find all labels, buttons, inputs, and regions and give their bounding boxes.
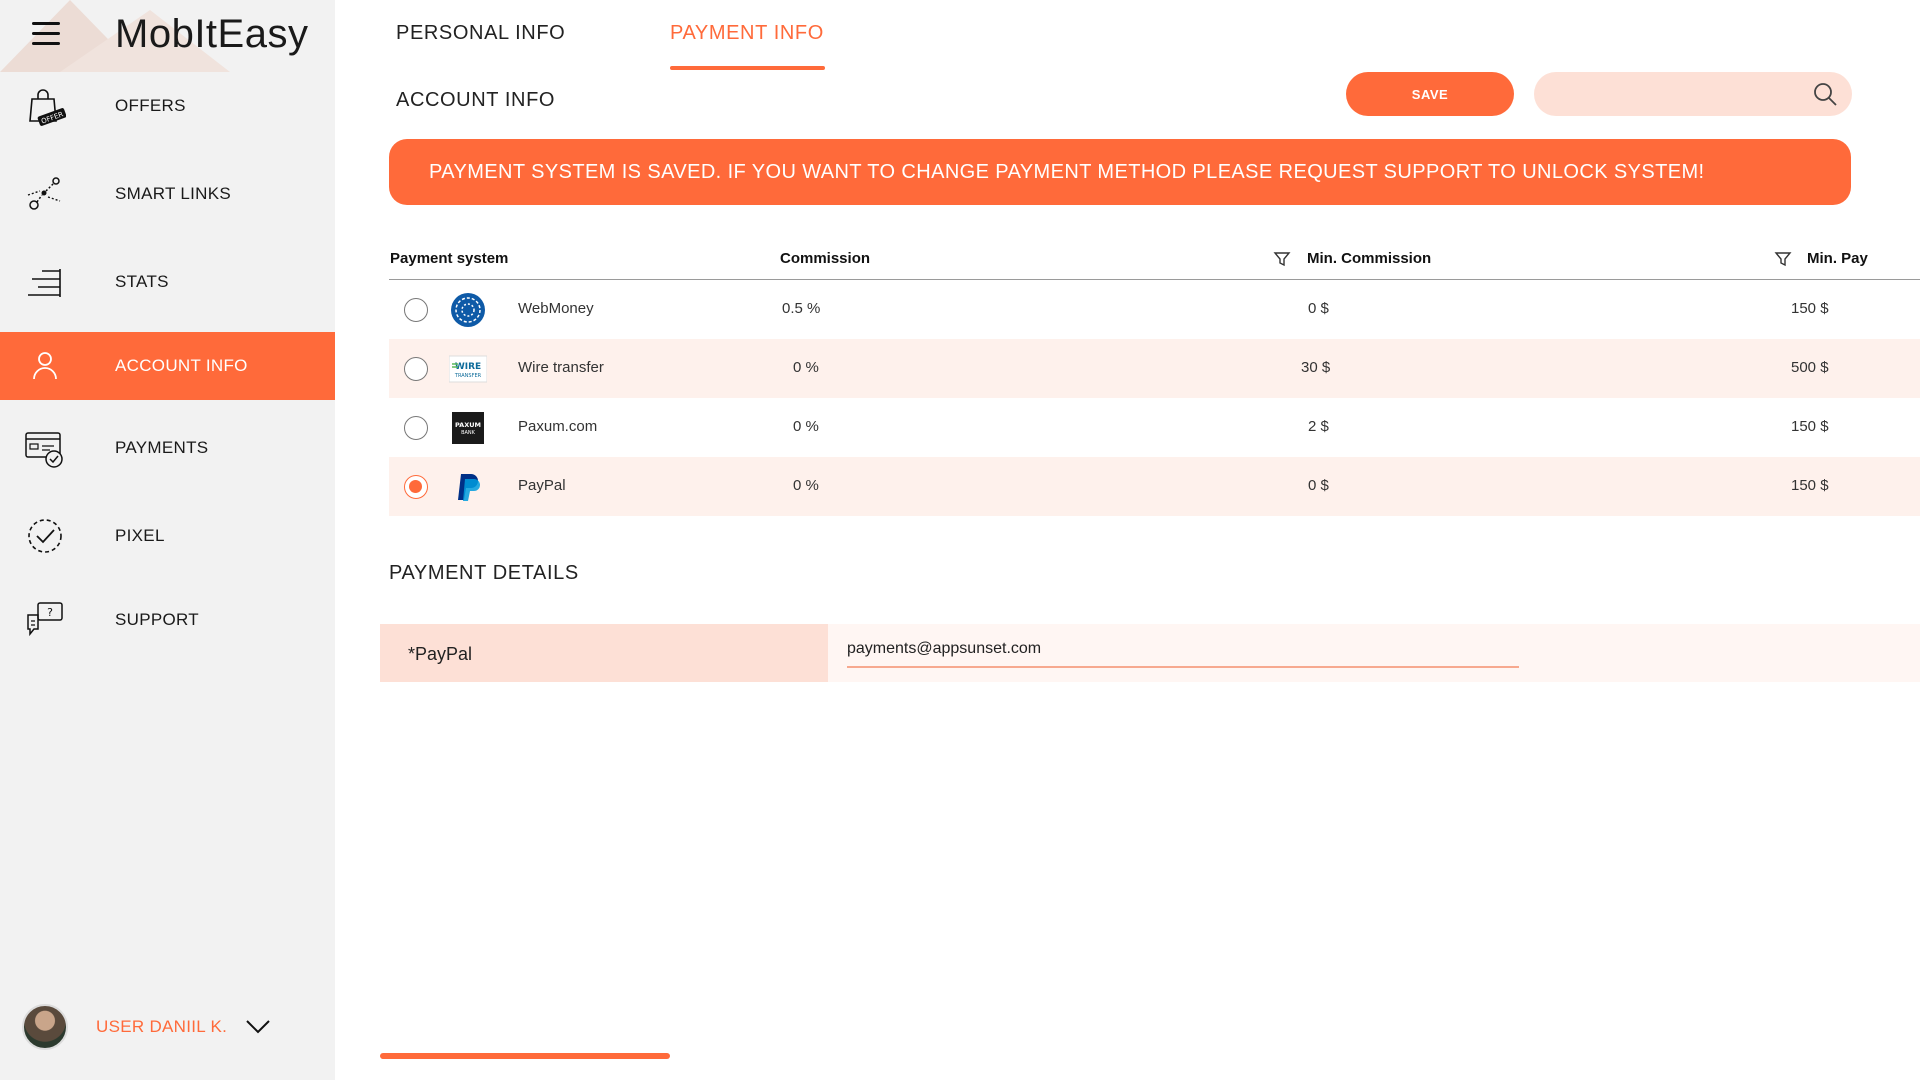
select-radio[interactable] bbox=[404, 357, 428, 381]
table-row[interactable] bbox=[389, 457, 1920, 516]
alert-text: PAYMENT SYSTEM IS SAVED. IF YOU WANT TO CHANGE PAYMENT METHOD PLEASE REQUEST SUPPORT TO UNLOCK SYSTEM! bbox=[429, 160, 1705, 183]
scroll-indicator bbox=[380, 1053, 670, 1059]
payment-system-name: Paxum.com bbox=[518, 418, 598, 435]
paypal-email-field[interactable] bbox=[847, 632, 1519, 668]
commission-value: 0 % bbox=[793, 477, 819, 494]
payment-details-label-cell bbox=[380, 624, 828, 682]
tab-personal-info[interactable]: PERSONAL INFO bbox=[396, 22, 566, 44]
sidebar-item-smart-links[interactable] bbox=[0, 160, 335, 228]
payment-details-label: *PayPal bbox=[408, 644, 473, 664]
table-header bbox=[389, 240, 1920, 280]
user-icon bbox=[24, 345, 66, 387]
svg-text:BANK: BANK bbox=[461, 430, 475, 436]
chevron-down-icon[interactable] bbox=[245, 1019, 271, 1035]
sidebar-item-stats[interactable] bbox=[0, 248, 335, 316]
user-menu[interactable] bbox=[22, 1004, 312, 1050]
table-row[interactable] bbox=[389, 398, 1920, 457]
filter-icon[interactable] bbox=[1774, 250, 1792, 268]
select-radio[interactable] bbox=[404, 416, 428, 440]
commission-value: 0 % bbox=[793, 359, 819, 376]
paxum-logo bbox=[449, 409, 487, 447]
sidebar-item-pixel[interactable] bbox=[0, 502, 335, 570]
sidebar-item-offers[interactable] bbox=[0, 72, 335, 140]
search-box bbox=[1534, 72, 1852, 116]
filter-icon[interactable] bbox=[1273, 250, 1291, 268]
min-commission-value: 0 $ bbox=[1308, 477, 1329, 494]
min-commission-value: 0 $ bbox=[1308, 300, 1329, 317]
svg-text:TRANSFER: TRANSFER bbox=[454, 373, 482, 379]
min-commission-value: 30 $ bbox=[1301, 359, 1331, 376]
save-button[interactable]: SAVE bbox=[1346, 72, 1514, 116]
support-chat-icon bbox=[24, 599, 66, 641]
min-pay-value: 150 $ bbox=[1791, 477, 1829, 494]
tab-payment-info[interactable]: PAYMENT INFO bbox=[670, 22, 824, 44]
sidebar-item-label: ACCOUNT INFO bbox=[115, 356, 248, 375]
payment-locked-alert bbox=[389, 139, 1851, 205]
header-payment-system: Payment system bbox=[390, 250, 509, 267]
commission-value: 0 % bbox=[793, 418, 819, 435]
payment-system-name: WebMoney bbox=[518, 300, 594, 317]
sidebar-item-label: PIXEL bbox=[115, 526, 165, 545]
app-title: MobItEasy bbox=[115, 12, 309, 56]
min-pay-value: 150 $ bbox=[1791, 418, 1829, 435]
pixel-check-icon bbox=[24, 515, 66, 557]
sidebar-item-label: SUPPORT bbox=[115, 610, 199, 629]
payment-system-name: Wire transfer bbox=[518, 359, 604, 376]
table-row[interactable] bbox=[389, 280, 1920, 339]
sidebar-item-account-info[interactable] bbox=[0, 332, 335, 400]
select-radio[interactable] bbox=[404, 475, 428, 499]
wire-transfer-logo bbox=[449, 350, 487, 388]
header-min-pay: Min. Pay bbox=[1807, 250, 1868, 267]
search-input[interactable] bbox=[1554, 72, 1804, 116]
hamburger-menu-icon[interactable] bbox=[32, 22, 60, 46]
offer-bag-icon bbox=[24, 85, 66, 127]
active-tab-indicator bbox=[670, 66, 825, 70]
svg-text:OFFER: OFFER bbox=[40, 110, 65, 126]
svg-text:WIRE: WIRE bbox=[454, 362, 482, 372]
search-icon[interactable] bbox=[1812, 81, 1838, 107]
min-pay-value: 150 $ bbox=[1791, 300, 1829, 317]
header-commission: Commission bbox=[780, 250, 871, 267]
sidebar-item-label: STATS bbox=[115, 272, 169, 291]
header-min-commission: Min. Commission bbox=[1307, 250, 1432, 267]
payment-details-title: PAYMENT DETAILS bbox=[389, 562, 579, 584]
min-pay-value: 500 $ bbox=[1791, 359, 1829, 376]
sidebar-item-label: PAYMENTS bbox=[115, 438, 209, 457]
sidebar-item-payments[interactable] bbox=[0, 414, 335, 482]
webmoney-logo bbox=[449, 291, 487, 329]
svg-text:?: ? bbox=[47, 606, 53, 619]
payment-system-name: PayPal bbox=[518, 477, 566, 494]
paypal-logo bbox=[449, 468, 487, 506]
stats-icon bbox=[24, 261, 66, 303]
commission-value: 0.5 % bbox=[782, 300, 821, 317]
avatar bbox=[22, 1004, 68, 1050]
min-commission-value: 2 $ bbox=[1308, 418, 1329, 435]
user-name: USER DANIIL K. bbox=[96, 1017, 228, 1036]
account-info-title: ACCOUNT INFO bbox=[396, 89, 556, 111]
svg-text:PAXUM: PAXUM bbox=[455, 421, 481, 429]
sidebar-item-label: OFFERS bbox=[115, 96, 186, 115]
payment-details-row bbox=[380, 624, 1920, 682]
sidebar-item-support[interactable] bbox=[0, 586, 335, 654]
table-row[interactable] bbox=[389, 339, 1920, 398]
sidebar bbox=[0, 0, 335, 1080]
payments-card-icon bbox=[24, 427, 66, 469]
payment-systems-table bbox=[389, 240, 1920, 516]
select-radio[interactable] bbox=[404, 298, 428, 322]
smart-links-icon bbox=[24, 173, 66, 215]
sidebar-item-label: SMART LINKS bbox=[115, 184, 232, 203]
